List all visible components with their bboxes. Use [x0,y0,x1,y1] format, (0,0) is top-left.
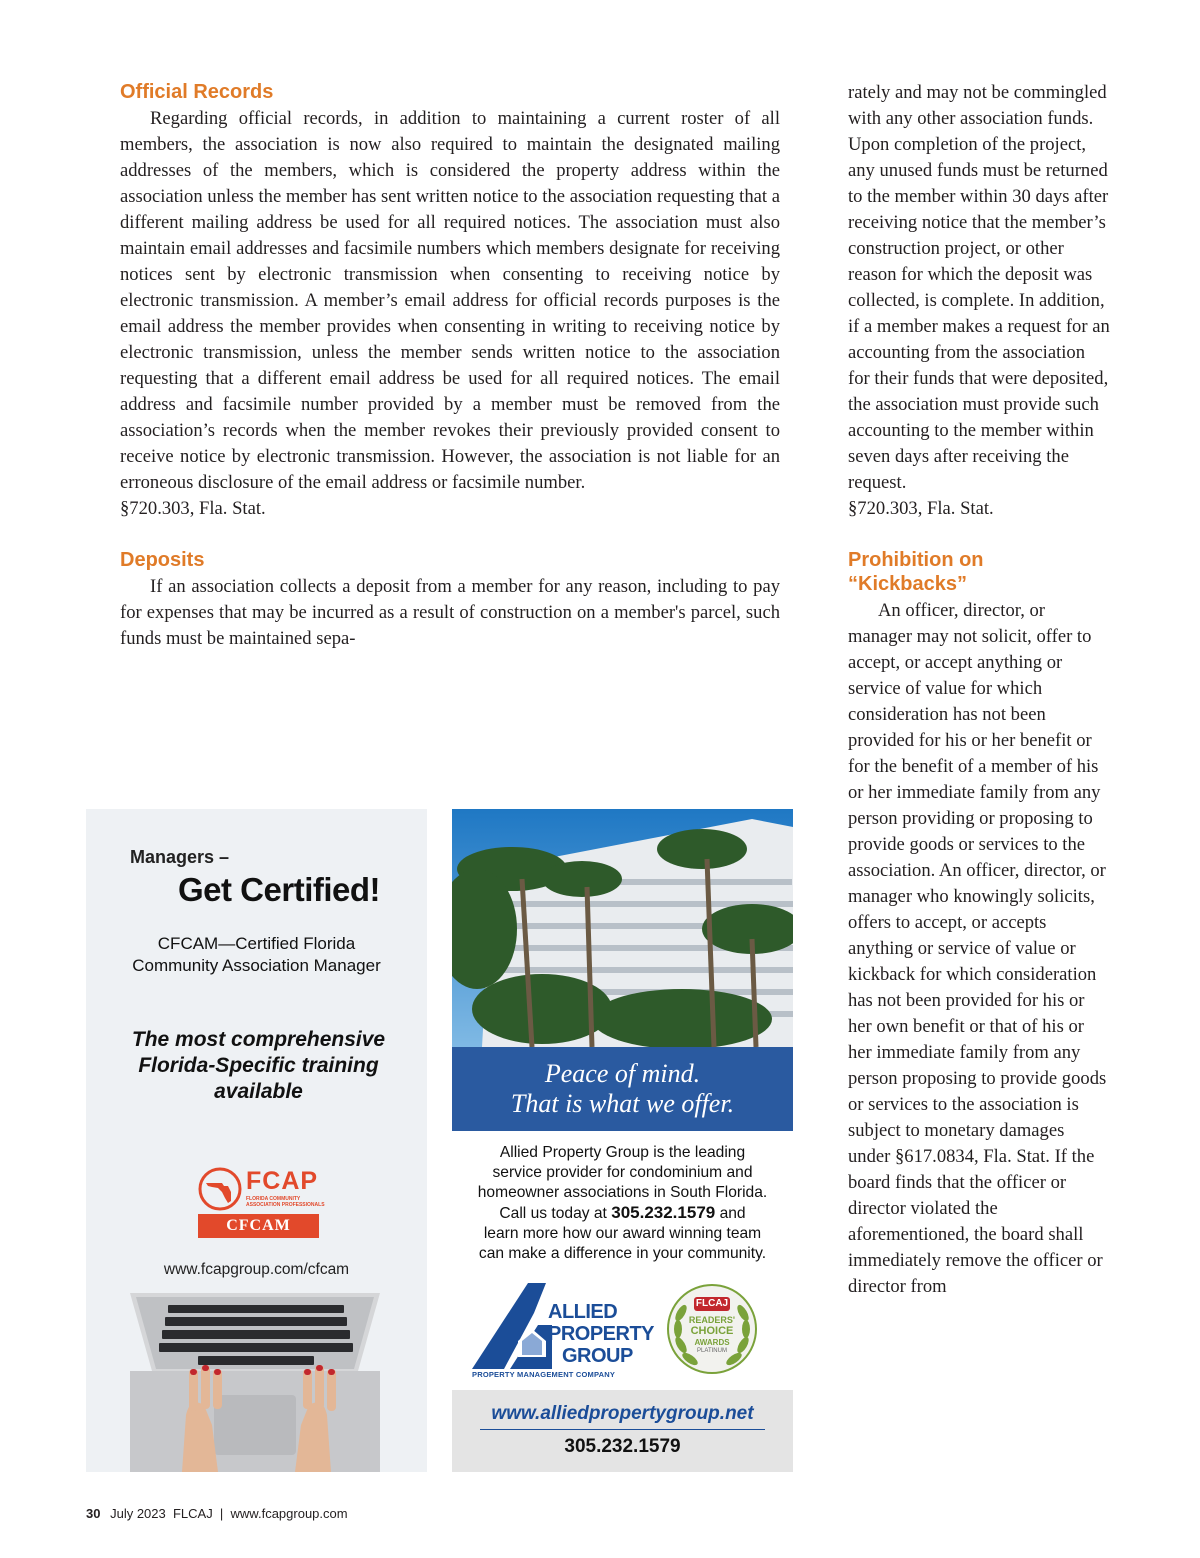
condo-building-palm-trees-image [452,809,793,1047]
official-records-body: Regarding official records, in addition to maintaining a current roster of all members, the association is now also required to maintain the designated mailing addresses of the members, which is considered the property address within the association unless the member has sent written notice to the association requesting that a different mailing address be used for all required notices. The association must also maintain email addresses and facsimile numbers which members designate for receiving notices sent by electronic transmission when consenting to receiving notice by electronic transmission. A member’s email address for official records purposes is the email address the member provides when consenting in writing to receiving notice by electronic transmission, unless the member sends written notice to the association requesting that a different email address be used for all required notices. The email address and facsimile number provided by a member must be removed from the association’s records when the member revokes their previously provided consent to receive notice by electronic transmission. However, the association is not liable for an erroneous disclosure of the email address or facsimile number. [120,108,780,493]
ad-cfcam-title [86,933,427,977]
fcap-advertisement[interactable] [86,809,427,1472]
ad-peace-of-mind-slogan [452,1059,793,1119]
ad-cfcam-line2: Community Association Manager [132,956,381,975]
section-heading-kickbacks [848,548,1110,596]
laptop-typing-image [86,1285,427,1472]
allied-logo-subtext: PROPERTY MANAGEMENT COMPANY [472,1370,616,1379]
ad-allied-description [458,1143,787,1264]
ad-tagline-line3: available [214,1080,303,1103]
desc-line6: can make a difference in your community. [478,1245,767,1262]
desc-line4-pre: Call us today at [499,1205,612,1222]
ad-tagline-line1: The most comprehensive [131,1028,386,1051]
ad-tagline-line2: Florida-Specific training [138,1054,379,1077]
badge-platinum: PLATINUM [697,1348,727,1354]
deposits-body: If an association collects a deposit from a member for any reason, including to pay for expenses that may be incurred as a result of construction on a member's parcel, such funds must be maintained sepa- [120,576,780,649]
fcap-logo-subtext: FLORIDA COMMUNITY ASSOCIATION PROFESSIONALS [246,1196,325,1208]
footer-text: July 2023 FLCAJ | www.fcapgroup.com [110,1506,348,1521]
desc-line4-post: and [715,1205,746,1222]
allied-logo-line2: PROPERTY [548,1323,655,1345]
deposits-continued-body: rately and may not be commingled with any other association funds. Upon completion of the project, any unused funds must be returned to the member within 30 days after receiving notice that the member’s construction project, or other reason for which the deposit was collected, is complete. In addition, if a member makes a request for an accounting from the association for their funds that were deposited, the association must provide such accounting to the member within seven days after receiving the request. [848,82,1110,493]
desc-phone[interactable]: 305.232.1579 [611,1203,716,1222]
allied-website-link[interactable]: www.alliedpropertygroup.net [491,1403,754,1424]
badge-readers: READERS' [688,1315,736,1325]
right-column [848,80,1110,1300]
badge-flcaj: FLCAJ [695,1298,729,1309]
page-footer [86,1506,348,1521]
fcap-logo [198,1167,323,1237]
ad-tagline [106,1027,411,1105]
desc-line2: service provider for condominium and [492,1164,753,1181]
readers-choice-award-badge [666,1283,758,1375]
page-number: 30 [86,1506,101,1521]
florida-map-icon [198,1167,242,1211]
peace-line1: Peace of mind. [544,1059,701,1088]
desc-line1: Allied Property Group is the leading [499,1144,746,1161]
contact-divider [480,1429,765,1430]
allied-logo-line1: ALLIED [548,1301,618,1323]
badge-awards: AWARDS [694,1338,730,1347]
kickbacks-heading-line2: “Kickbacks” [848,573,967,595]
ad-cfcam-line1: CFCAM—Certified Florida [157,934,356,953]
ad-managers-label: Managers – [130,847,230,867]
ad-get-certified-headline: Get Certified! [178,871,381,908]
kickbacks-heading-line1: Prohibition on [848,549,984,571]
section-heading-official-records: Official Records [120,81,274,103]
kickbacks-body: An officer, director, or manager may not solicit, offer to accept, or accept anything or service of value for which consideration has not been provided for his or her benefit or for the benefit of a member of his or her immediate family from any person providing or proposing to provide goods or services to the association. An officer, director, or manager who knowingly solicits, offers to accept, or accepts anything or service of value or kickback for which consideration has not been provided for his or her own benefit or that of his or her immediate family from any person proposing to provide goods or services to the association is subject to monetary damages under §617.0834, Fla. Stat. If the board finds that the officer or director violated the aforementioned, the board shall immediately remove the officer or director from [848,600,1107,1297]
desc-line3: homeowner associations in South Florida. [477,1184,768,1201]
section-heading-deposits: Deposits [120,549,205,571]
allied-property-advertisement[interactable] [452,809,793,1472]
ad-fcap-url[interactable]: www.fcapgroup.com/cfcam [163,1261,350,1278]
badge-choice: CHOICE [690,1325,734,1337]
deposits-citation: §720.303, Fla. Stat. [848,498,994,519]
fcap-logo-text: FCAP [246,1167,319,1195]
allied-logo-text [548,1301,654,1367]
allied-phone-number[interactable]: 305.232.1579 [564,1436,681,1457]
official-records-citation: §720.303, Fla. Stat. [120,498,266,519]
allied-logo-line3: GROUP [562,1345,633,1367]
peace-line2: That is what we offer. [510,1089,735,1118]
fcap-cfcam-bar: CFCAM [198,1214,319,1238]
desc-line5: learn more how our award winning team [483,1225,762,1242]
left-column [120,80,780,652]
